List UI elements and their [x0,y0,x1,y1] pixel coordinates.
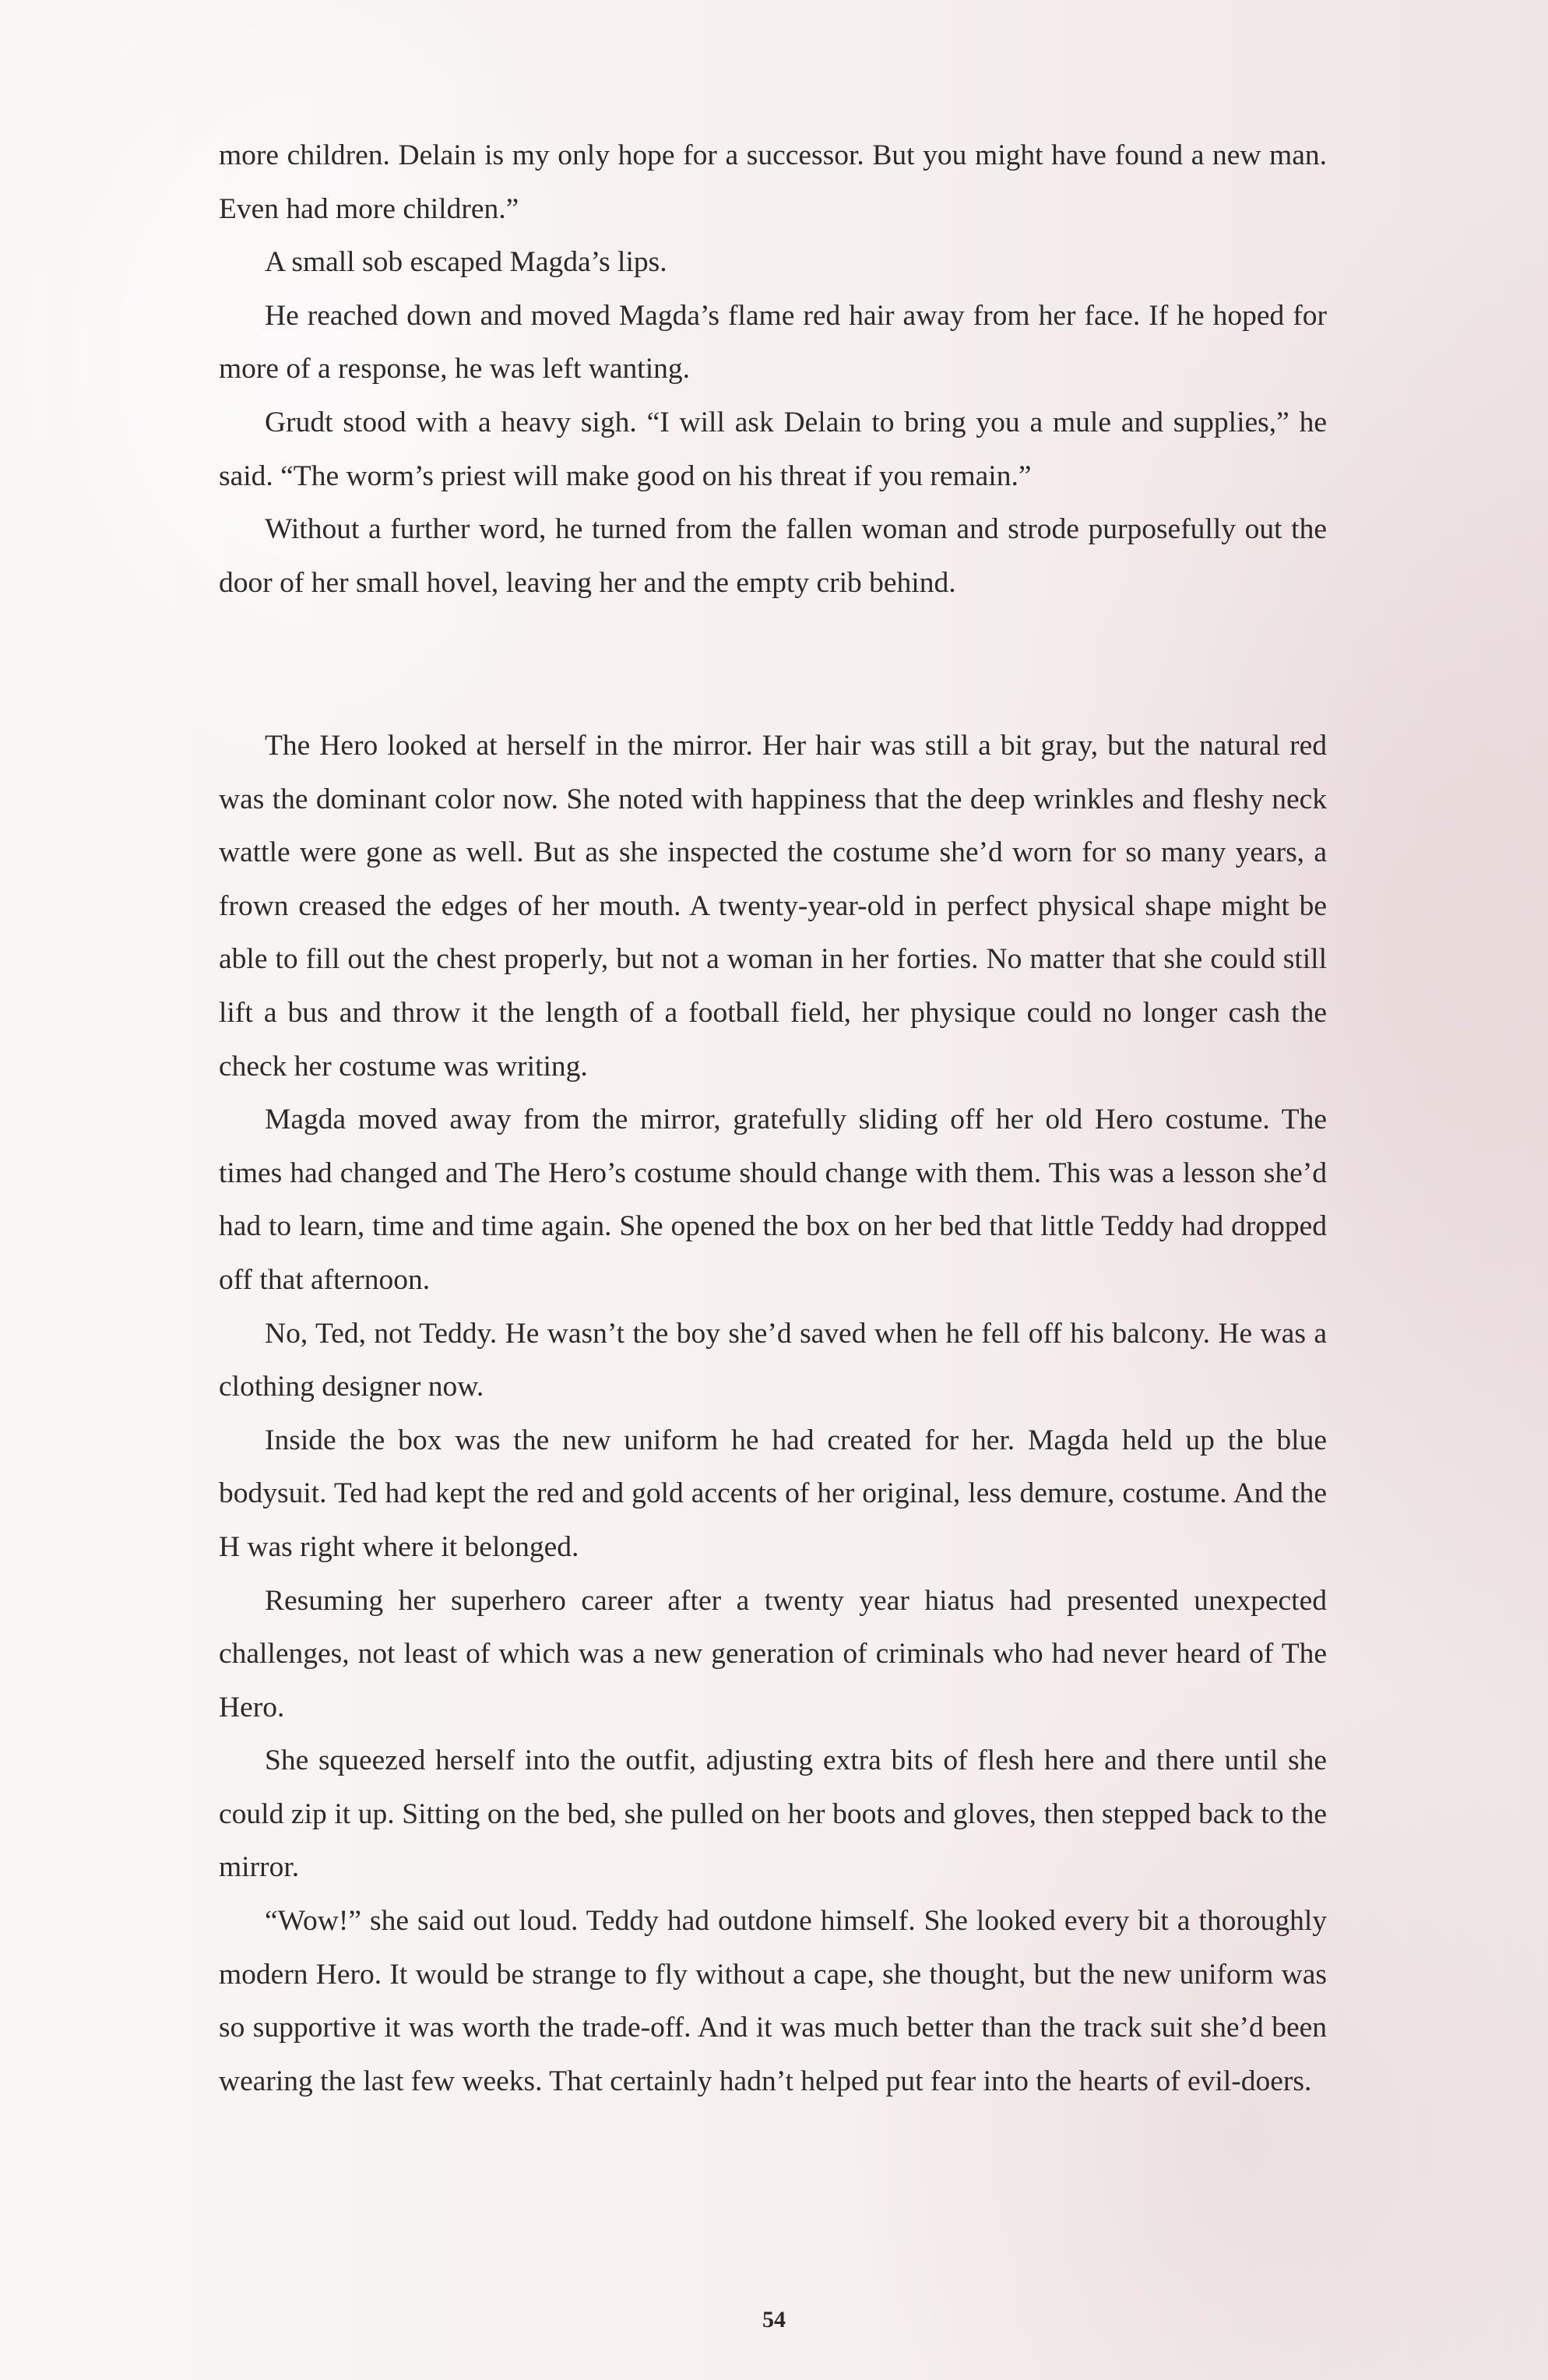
paragraph: Magda moved away from the mirror, gratefully sliding off her old Hero costume. The times had changed and The Hero’s costume should change with them. This was a lesson she’d had to learn, time and time again. She opened the box on her bed that little Teddy had dropped off that afternoon. [219,1104,1327,1296]
paragraph: Without a further word, he turned from the fallen woman and strode purposefully out the door of her small hovel, leaving her and the empty crib behind. [219,513,1327,599]
page-number: 54 [762,2307,786,2332]
section-1-text [219,129,1327,610]
paragraph: No, Ted, not Teddy. He wasn’t the boy she’d saved when he fell off his balcony. He was a clothing designer now. [219,1317,1327,1403]
paragraph-continued: more children. Delain is my only hope for a successor. But you might have found a new man. Even had more children.” [219,139,1327,225]
paragraph: Grudt stood with a heavy sigh. “I will ask Delain to bring you a mule and supplies,” he said. “The worm’s priest will make good on his threat if you remain.” [219,406,1327,492]
paragraph: “Wow!” she said out loud. Teddy had outdone himself. She looked every bit a thoroughly modern Hero. It would be strange to fly without a cape, she thought, but the new uniform was so supportive it was worth the trade-off. And it was much better than the track suit she’d been wearing the last few weeks. That certainly hadn’t helped put fear into the hearts of evil-doers. [219,1905,1327,2097]
paragraph: Inside the box was the new uniform he had created for her. Magda held up the blue bodysuit. Ted had kept the red and gold accents of her original, less demure, costume. And the H was right where it belonged. [219,1424,1327,1563]
paragraph: She squeezed herself into the outfit, adjusting extra bits of flesh here and there until she could zip it up. Sitting on the bed, she pulled on her boots and gloves, then stepped back to the mirror. [219,1745,1327,1884]
section-2-text [219,720,1327,2108]
paragraph: A small sob escaped Magda’s lips. [265,246,667,279]
paragraph: The Hero looked at herself in the mirror. Her hair was still a bit gray, but the natural red was the dominant color now. She noted with happiness that the deep wrinkles and fleshy neck wattle were gone as well. But as she inspected the costume she’d worn for so many years, a frown creased the edges of her mouth. A twenty-year-old in perfect physical shape might be able to fill out the chest properly, but not a woman in her forties. No matter that she could still lift a bus and throw it the length of a football field, her physique could no longer cash the check her costume was writing. [219,730,1327,1083]
paragraph: Resuming her superhero career after a twenty year hiatus had presented unexpected challenges, not least of which was a new generation of criminals who had never heard of The Hero. [219,1584,1327,1723]
paragraph: He reached down and moved Magda’s flame red hair away from her face. If he hoped for more of a response, he was left wanting. [219,299,1327,386]
